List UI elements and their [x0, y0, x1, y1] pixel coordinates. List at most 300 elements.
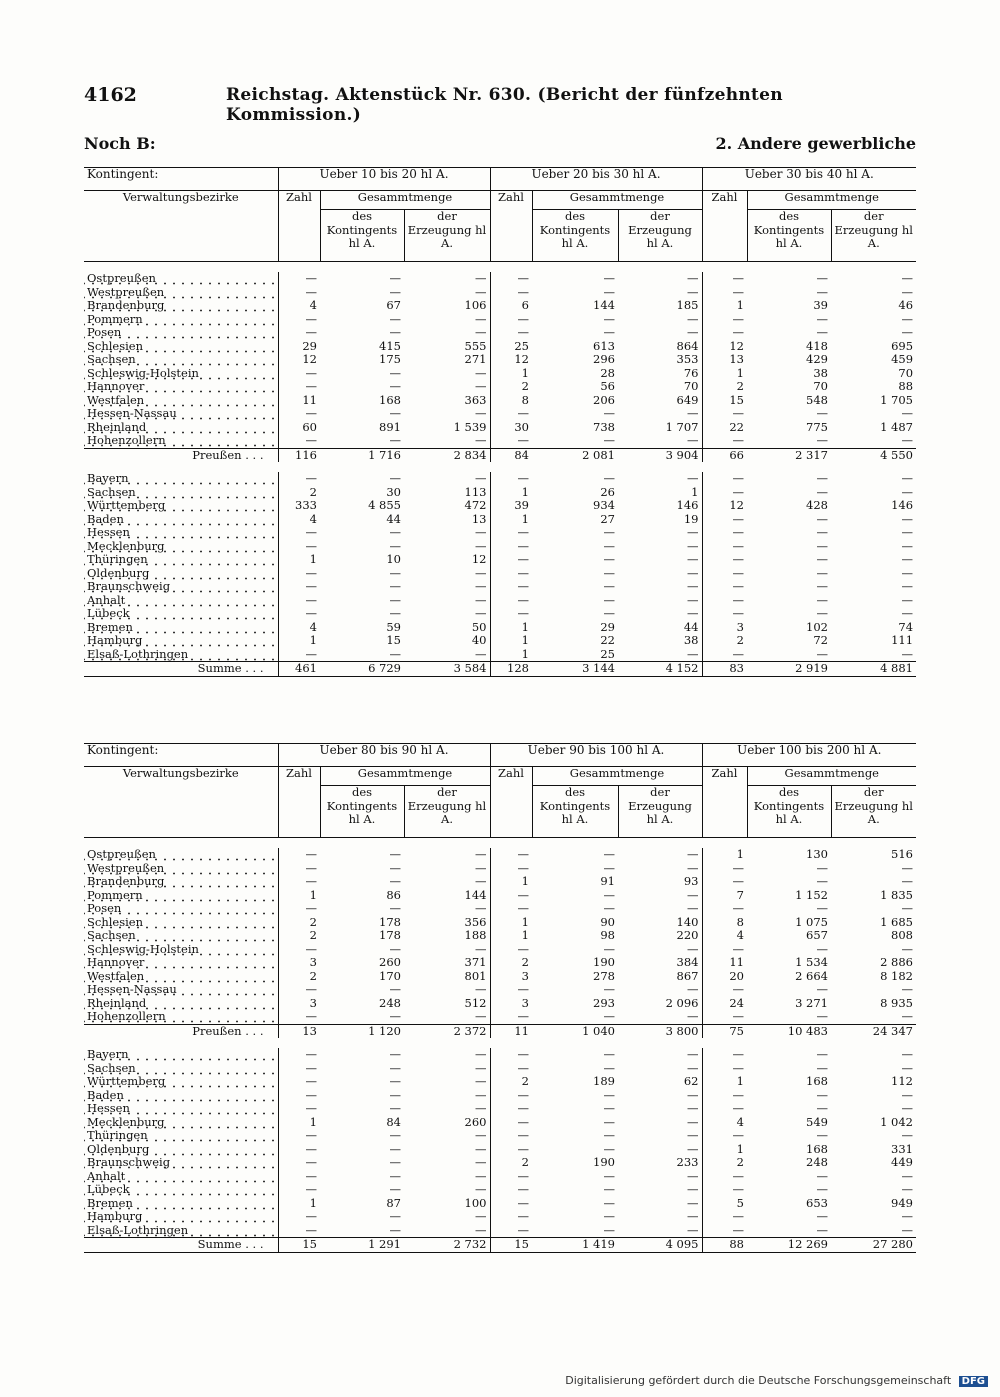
- value-cell: 30: [386, 484, 401, 499]
- value-cell: 1: [278, 553, 320, 567]
- value-cell: 4 881: [831, 662, 916, 677]
- value-cell: —: [389, 606, 401, 620]
- value-cell: —: [687, 1168, 699, 1183]
- value-cell: —: [278, 1183, 320, 1197]
- value-cell: —: [475, 901, 487, 915]
- value-cell: 1: [490, 486, 532, 500]
- count-header: Zahl: [490, 191, 532, 262]
- table-end-rule: [84, 676, 916, 679]
- value-cell: 20: [702, 970, 747, 984]
- value-cell: 472: [464, 498, 487, 512]
- value-cell: 2: [278, 486, 320, 500]
- value-cell: 801: [464, 968, 487, 983]
- value-cell: 29: [600, 619, 615, 634]
- value-cell: 144: [593, 298, 615, 312]
- district-name: Sachsen: [84, 929, 278, 943]
- value-cell: —: [702, 286, 747, 300]
- value-cell: —: [475, 284, 487, 299]
- value-cell: —: [901, 284, 914, 299]
- value-cell: —: [603, 538, 615, 553]
- value-cell: 548: [806, 392, 828, 407]
- value-cell: 87: [386, 1195, 401, 1210]
- value-cell: —: [475, 874, 487, 888]
- value-cell: —: [603, 1101, 615, 1115]
- value-cell: 459: [891, 352, 914, 366]
- value-cell: —: [603, 579, 615, 593]
- value-cell: —: [816, 433, 828, 447]
- value-cell: —: [490, 902, 532, 916]
- value-cell: 111: [891, 633, 914, 647]
- value-cell: —: [475, 1074, 487, 1088]
- value-cell: —: [475, 1141, 487, 1156]
- value-cell: —: [687, 1141, 699, 1156]
- value-cell: 66: [702, 448, 747, 462]
- value-cell: —: [901, 565, 914, 580]
- district-name: Schleswig-Holstein: [84, 943, 278, 957]
- value-cell: —: [816, 552, 828, 566]
- value-cell: —: [687, 1128, 699, 1142]
- value-cell: 2: [702, 380, 747, 394]
- value-cell: —: [687, 284, 699, 299]
- value-cell: 59: [386, 619, 401, 634]
- value-cell: 233: [676, 1155, 699, 1169]
- value-cell: 1: [490, 916, 532, 930]
- district-name: Brandenburg: [84, 299, 278, 313]
- value-cell: 144: [464, 887, 487, 902]
- value-cell: —: [389, 1209, 401, 1223]
- value-cell: —: [490, 1102, 532, 1116]
- value-cell: 22: [600, 633, 615, 647]
- value-cell: —: [278, 1102, 320, 1116]
- table-row: [84, 340, 916, 354]
- value-cell: 12: [471, 552, 487, 566]
- value-cell: —: [278, 540, 320, 554]
- section-continuation: Noch B:: [84, 134, 156, 153]
- value-cell: —: [687, 847, 699, 861]
- value-cell: —: [901, 1222, 913, 1237]
- district-name: Preußen . . .: [84, 1024, 278, 1038]
- value-cell: 1: [278, 1197, 320, 1211]
- value-cell: —: [901, 471, 914, 485]
- production-header: der Erzeugung hl A.: [404, 786, 490, 838]
- value-cell: —: [702, 983, 747, 997]
- district-name: Hessen-Nassau: [84, 407, 278, 421]
- district-name: Württemberg: [84, 1075, 278, 1089]
- value-cell: 356: [464, 914, 487, 929]
- district-name: Westfalen: [84, 394, 278, 408]
- value-cell: 98: [600, 928, 615, 942]
- value-cell: —: [687, 565, 699, 580]
- value-cell: 168: [379, 392, 401, 407]
- value-cell: 5: [702, 1197, 747, 1211]
- value-cell: —: [687, 1209, 699, 1223]
- value-cell: —: [816, 1060, 828, 1075]
- value-cell: 4 550: [831, 448, 916, 462]
- value-cell: —: [389, 982, 401, 996]
- value-cell: 46: [898, 298, 914, 312]
- value-cell: 26: [600, 484, 615, 499]
- district-name: Posen: [84, 326, 278, 340]
- district-name: Anhalt: [84, 594, 278, 608]
- value-cell: 91: [600, 874, 615, 888]
- value-cell: —: [475, 1155, 487, 1169]
- value-cell: —: [278, 380, 320, 394]
- value-cell: 864: [676, 338, 699, 353]
- value-cell: —: [475, 579, 487, 593]
- value-cell: 39: [490, 499, 532, 513]
- value-cell: —: [490, 983, 532, 997]
- value-cell: —: [278, 1129, 320, 1143]
- value-cell: —: [389, 860, 401, 875]
- value-cell: —: [901, 325, 914, 339]
- value-cell: 24: [702, 997, 747, 1011]
- value-cell: —: [490, 286, 532, 300]
- value-cell: 1 075: [795, 914, 828, 929]
- value-cell: 12: [490, 353, 532, 367]
- value-cell: 384: [676, 955, 699, 969]
- value-cell: —: [389, 1168, 401, 1183]
- value-cell: —: [816, 941, 828, 956]
- kontingent-label: Kontingent:: [84, 744, 278, 767]
- value-cell: —: [901, 1060, 913, 1075]
- value-cell: 1: [490, 513, 532, 527]
- value-cell: —: [389, 592, 401, 607]
- district-name: Hamburg: [84, 634, 278, 648]
- value-cell: —: [702, 526, 747, 540]
- value-cell: —: [475, 1128, 487, 1142]
- value-cell: —: [816, 1047, 828, 1061]
- value-cell: —: [490, 1224, 532, 1238]
- value-cell: —: [389, 1101, 401, 1115]
- value-cell: —: [603, 1168, 615, 1183]
- production-header: der Erzeugung hl A.: [831, 786, 916, 838]
- table-row: [84, 421, 916, 435]
- value-cell: —: [702, 648, 747, 662]
- table-row: [84, 970, 916, 984]
- value-cell: —: [816, 538, 828, 553]
- page-header: [84, 84, 916, 125]
- value-cell: 3: [702, 621, 747, 635]
- value-cell: —: [603, 592, 615, 607]
- value-cell: —: [490, 889, 532, 903]
- value-cell: —: [278, 648, 320, 662]
- value-cell: —: [475, 1087, 487, 1102]
- value-cell: —: [702, 472, 747, 486]
- value-cell: 949: [891, 1195, 913, 1210]
- value-cell: 891: [379, 419, 401, 434]
- value-cell: —: [475, 538, 487, 553]
- district-name: Pommern: [84, 313, 278, 327]
- value-cell: —: [702, 862, 747, 876]
- district-name: Schlesien: [84, 916, 278, 930]
- table-row: [84, 929, 916, 943]
- value-cell: 333: [278, 499, 320, 513]
- value-cell: —: [278, 567, 320, 581]
- value-cell: 40: [471, 633, 487, 647]
- value-cell: 60: [278, 421, 320, 435]
- table-row: [84, 943, 916, 957]
- district-name: Hessen-Nassau: [84, 983, 278, 997]
- table-row: [84, 286, 916, 300]
- value-cell: —: [687, 1195, 699, 1210]
- value-cell: —: [475, 1101, 487, 1115]
- value-cell: 146: [891, 498, 914, 512]
- table-row: [84, 1102, 916, 1116]
- value-cell: 353: [676, 352, 699, 366]
- value-cell: 248: [806, 1155, 828, 1169]
- value-cell: —: [389, 379, 401, 393]
- value-cell: —: [687, 525, 699, 539]
- value-cell: 4: [278, 621, 320, 635]
- prussia-total-row: [84, 448, 916, 462]
- value-cell: —: [816, 1009, 828, 1023]
- value-cell: 6: [490, 299, 532, 313]
- value-cell: 4: [702, 929, 747, 943]
- value-cell: 4: [278, 299, 320, 313]
- value-cell: —: [687, 311, 699, 326]
- value-cell: —: [816, 525, 828, 539]
- district-name: Baden: [84, 513, 278, 527]
- value-cell: 15: [490, 1238, 532, 1253]
- table-row: [84, 848, 916, 862]
- value-cell: —: [687, 1047, 699, 1061]
- value-cell: 7: [702, 889, 747, 903]
- value-cell: —: [901, 1087, 913, 1102]
- value-cell: 3 904: [618, 448, 702, 462]
- value-cell: —: [475, 325, 487, 339]
- value-cell: 220: [676, 928, 699, 942]
- table-row: [84, 634, 916, 648]
- value-cell: —: [490, 1197, 532, 1211]
- value-cell: 38: [813, 365, 828, 380]
- grand-total-row: [84, 1238, 916, 1253]
- value-cell: —: [490, 1048, 532, 1062]
- value-cell: 90: [600, 914, 615, 929]
- total-quantity-header: Gesammtmenge: [320, 191, 490, 210]
- table-row: [84, 272, 916, 286]
- value-cell: —: [490, 1210, 532, 1224]
- value-cell: —: [901, 484, 914, 499]
- value-cell: —: [603, 433, 615, 447]
- value-cell: —: [687, 887, 699, 902]
- table-row: [84, 299, 916, 313]
- value-cell: 8 935: [880, 995, 913, 1010]
- value-cell: —: [901, 606, 914, 620]
- value-cell: 649: [676, 392, 699, 407]
- table-row: [84, 916, 916, 930]
- value-cell: 15: [386, 633, 401, 647]
- value-cell: 28: [600, 365, 615, 380]
- value-cell: —: [687, 271, 699, 285]
- value-cell: —: [687, 538, 699, 553]
- value-cell: 88: [898, 379, 914, 393]
- value-cell: 296: [593, 352, 615, 366]
- district-name: Elsaß-Lothringen: [84, 648, 278, 662]
- district-name: Thüringen: [84, 1129, 278, 1143]
- value-cell: 512: [464, 995, 487, 1010]
- value-cell: 1: [691, 484, 699, 499]
- value-cell: 102: [806, 619, 828, 634]
- value-cell: —: [702, 326, 747, 340]
- value-cell: —: [603, 982, 615, 996]
- value-cell: 3 144: [532, 662, 618, 677]
- value-cell: 4 095: [618, 1238, 702, 1253]
- district-name: Brandenburg: [84, 875, 278, 889]
- value-cell: —: [816, 484, 828, 499]
- table-row: [84, 875, 916, 889]
- range-label: Ueber 100 bis 200 hl A.: [702, 744, 916, 767]
- table-row: [84, 1048, 916, 1062]
- value-cell: —: [475, 941, 487, 956]
- value-cell: 278: [593, 968, 615, 983]
- value-cell: —: [816, 901, 828, 915]
- value-cell: 27 280: [831, 1238, 916, 1253]
- value-cell: 2 732: [404, 1238, 490, 1253]
- value-cell: —: [278, 580, 320, 594]
- value-cell: —: [901, 511, 914, 526]
- district-name: Ostpreußen: [84, 848, 278, 862]
- value-cell: —: [603, 1209, 615, 1223]
- table-row: [84, 997, 916, 1011]
- value-cell: 11: [702, 956, 747, 970]
- count-header: Zahl: [490, 767, 532, 838]
- value-cell: —: [278, 313, 320, 327]
- table-row: [84, 513, 916, 527]
- value-cell: 84: [386, 1114, 401, 1129]
- value-cell: 2 081: [532, 448, 618, 462]
- value-cell: 293: [593, 995, 615, 1010]
- value-cell: —: [603, 1128, 615, 1142]
- district-name: Summe . . .: [84, 1238, 278, 1253]
- value-cell: 363: [464, 392, 487, 407]
- value-cell: 2: [490, 1075, 532, 1089]
- value-cell: 2 834: [404, 448, 490, 462]
- value-cell: —: [389, 1182, 401, 1196]
- value-cell: —: [702, 1048, 747, 1062]
- value-cell: 1 707: [665, 419, 699, 434]
- value-cell: 116: [278, 448, 320, 462]
- value-cell: —: [389, 406, 401, 420]
- value-cell: —: [702, 1102, 747, 1116]
- production-header: der Erzeugung hl A.: [831, 210, 916, 262]
- value-cell: —: [475, 311, 487, 326]
- value-cell: 555: [464, 338, 487, 353]
- table-end-rule: [84, 1252, 916, 1255]
- district-name: Bremen: [84, 1197, 278, 1211]
- table-row: [84, 353, 916, 367]
- table-row: [84, 1075, 916, 1089]
- value-cell: 74: [898, 619, 914, 634]
- statistics-table-lower: [84, 743, 916, 1255]
- value-cell: —: [603, 284, 615, 299]
- value-cell: 13: [278, 1024, 320, 1038]
- value-cell: —: [490, 1116, 532, 1130]
- value-cell: 1: [490, 621, 532, 635]
- value-cell: —: [603, 941, 615, 956]
- value-cell: —: [389, 1060, 401, 1075]
- value-cell: 44: [386, 511, 401, 526]
- value-cell: —: [278, 607, 320, 621]
- value-cell: —: [278, 875, 320, 889]
- value-cell: 113: [464, 484, 487, 499]
- value-cell: —: [687, 941, 699, 956]
- range-label: Ueber 20 bis 30 hl A.: [490, 168, 702, 191]
- value-cell: 2: [278, 916, 320, 930]
- value-cell: —: [901, 860, 913, 875]
- value-cell: —: [389, 525, 401, 539]
- contingent-header: des Kontingents hl A.: [747, 786, 831, 838]
- value-cell: —: [702, 875, 747, 889]
- value-cell: —: [901, 538, 914, 553]
- value-cell: 1 487: [880, 419, 914, 434]
- value-cell: 2: [702, 1156, 747, 1170]
- value-cell: 188: [464, 928, 487, 942]
- district-name: Hessen: [84, 1102, 278, 1116]
- value-cell: 10 483: [747, 1024, 831, 1038]
- table-row: [84, 983, 916, 997]
- table-row: [84, 1197, 916, 1211]
- value-cell: —: [389, 1074, 401, 1088]
- value-cell: 1: [702, 367, 747, 381]
- district-name: Bremen: [84, 621, 278, 635]
- value-cell: 112: [891, 1074, 913, 1088]
- value-cell: 331: [891, 1141, 913, 1156]
- table-row: [84, 1170, 916, 1184]
- value-cell: —: [901, 311, 914, 326]
- value-cell: 1: [278, 1116, 320, 1130]
- value-cell: —: [490, 848, 532, 862]
- count-header: Zahl: [278, 767, 320, 838]
- spacer-row: [84, 838, 916, 849]
- value-cell: —: [816, 606, 828, 620]
- value-cell: —: [389, 1155, 401, 1169]
- value-cell: 1 716: [320, 448, 404, 462]
- value-cell: 168: [806, 1074, 828, 1088]
- value-cell: —: [278, 983, 320, 997]
- contingent-header: des Kontingents hl A.: [747, 210, 831, 262]
- value-cell: —: [816, 284, 828, 299]
- value-cell: —: [603, 606, 615, 620]
- value-cell: —: [702, 434, 747, 448]
- value-cell: 140: [676, 914, 699, 929]
- range-label: Ueber 90 bis 100 hl A.: [490, 744, 702, 767]
- value-cell: —: [490, 272, 532, 286]
- district-name: Mecklenburg: [84, 1116, 278, 1130]
- value-cell: 38: [683, 633, 699, 647]
- district-name: Hannover: [84, 956, 278, 970]
- value-cell: 13: [471, 511, 487, 526]
- value-cell: 70: [813, 379, 828, 393]
- value-cell: 808: [891, 928, 913, 942]
- value-cell: 4 855: [368, 498, 401, 512]
- range-header-row: [84, 744, 916, 767]
- value-cell: —: [475, 271, 487, 285]
- table-row: [84, 648, 916, 662]
- value-cell: —: [603, 1009, 615, 1023]
- table-row: [84, 326, 916, 340]
- value-cell: —: [603, 406, 615, 420]
- value-cell: 86: [386, 887, 401, 902]
- value-cell: —: [603, 565, 615, 580]
- value-cell: —: [901, 646, 914, 661]
- value-cell: 8: [490, 394, 532, 408]
- district-name: Lübeck: [84, 1183, 278, 1197]
- value-cell: —: [687, 982, 699, 996]
- value-cell: 44: [683, 619, 699, 634]
- value-cell: —: [901, 525, 914, 539]
- value-cell: —: [687, 471, 699, 485]
- value-cell: 1: [278, 634, 320, 648]
